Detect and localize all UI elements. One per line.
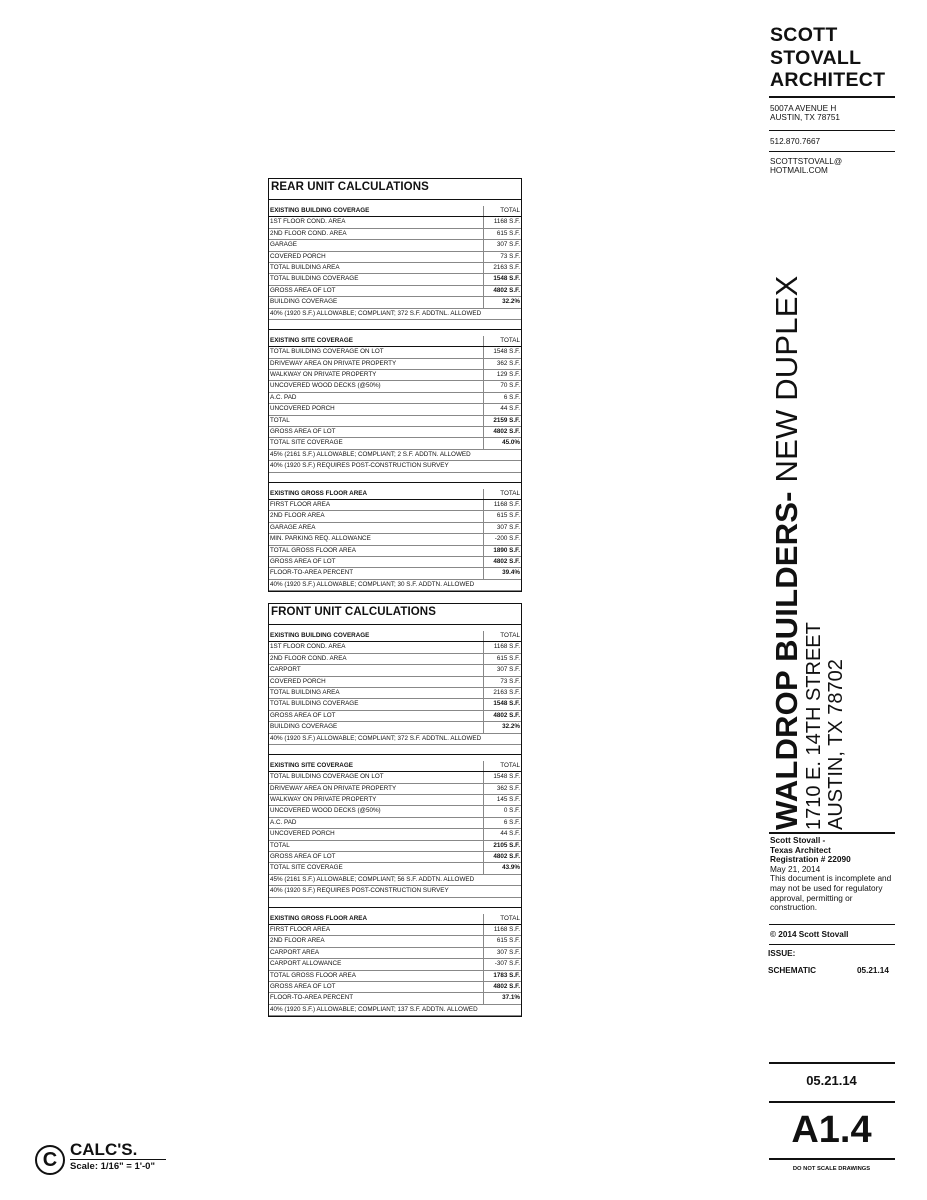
firm-name bbox=[770, 24, 896, 92]
row-value: TOTAL bbox=[483, 489, 521, 499]
table-row bbox=[269, 654, 521, 665]
row-label: 45% (2161 S.F.) ALLOWABLE; COMPLIANT; 56 S.F. ADDTN. ALLOWED bbox=[270, 875, 475, 883]
project-address-line-1: 1710 E. 14TH STREET bbox=[803, 622, 825, 830]
row-label: CARPORT ALLOWANCE bbox=[270, 960, 342, 968]
rear-unit-calculations-table bbox=[268, 178, 522, 592]
calc-section bbox=[269, 754, 521, 898]
table-row bbox=[269, 806, 521, 817]
row-label: 1ST FLOOR COND. AREA bbox=[270, 643, 346, 651]
row-value: 4802 S.F. bbox=[483, 427, 521, 437]
table-row bbox=[269, 534, 521, 545]
project-name bbox=[770, 276, 803, 830]
row-value: 307 S.F. bbox=[483, 240, 521, 250]
title-block-divider bbox=[769, 151, 895, 152]
table-row bbox=[269, 274, 521, 285]
row-value: 44 S.F. bbox=[483, 404, 521, 414]
row-label: UNCOVERED WOOD DECKS (@50%) bbox=[270, 807, 381, 815]
row-label: FIRST FLOOR AREA bbox=[270, 500, 331, 508]
table-row bbox=[269, 993, 521, 1004]
row-value: 2159 S.F. bbox=[483, 416, 521, 426]
drawing-title-underline bbox=[70, 1159, 166, 1160]
table-row bbox=[269, 642, 521, 653]
table-row bbox=[269, 863, 521, 874]
table-row bbox=[269, 229, 521, 240]
row-label: TOTAL BUILDING AREA bbox=[270, 263, 340, 271]
row-label: DRIVEWAY AREA ON PRIVATE PROPERTY bbox=[270, 784, 397, 792]
row-value: 1548 S.F. bbox=[483, 347, 521, 357]
drawing-label-circle: C bbox=[35, 1145, 65, 1175]
project-name-regular: NEW DUPLEX bbox=[769, 275, 804, 492]
firm-address-line-2: AUSTIN, TX 78751 bbox=[770, 113, 840, 123]
row-value: 362 S.F. bbox=[483, 784, 521, 794]
row-label: EXISTING BUILDING COVERAGE bbox=[270, 632, 370, 639]
row-value: 39.4% bbox=[483, 568, 521, 578]
row-label: EXISTING SITE COVERAGE bbox=[270, 761, 353, 769]
table-row bbox=[269, 416, 521, 427]
row-label: TOTAL BUILDING COVERAGE ON LOT bbox=[270, 773, 384, 781]
firm-name-line-1: SCOTT bbox=[770, 24, 838, 46]
row-label: GROSS AREA OF LOT bbox=[270, 557, 336, 565]
row-value: 32.2% bbox=[483, 722, 521, 732]
section-header bbox=[269, 206, 521, 217]
row-label: BUILDING COVERAGE bbox=[270, 723, 338, 731]
row-value: 43.9% bbox=[483, 863, 521, 873]
row-label: TOTAL bbox=[270, 416, 290, 424]
title-block-divider bbox=[769, 832, 895, 834]
calc-section bbox=[269, 329, 521, 473]
table-row bbox=[269, 948, 521, 959]
table-note bbox=[269, 450, 521, 461]
table-row bbox=[269, 568, 521, 579]
row-label: TOTAL BUILDING AREA bbox=[270, 688, 340, 696]
row-label: CARPORT AREA bbox=[270, 948, 320, 956]
row-value: TOTAL bbox=[483, 206, 521, 216]
row-value: 44 S.F. bbox=[483, 829, 521, 839]
table-row bbox=[269, 841, 521, 852]
row-value: 70 S.F. bbox=[483, 381, 521, 391]
project-title-block bbox=[770, 276, 847, 830]
table-row bbox=[269, 427, 521, 438]
row-value: 307 S.F. bbox=[483, 523, 521, 533]
row-label: 40% (1920 S.F.) ALLOWABLE; COMPLIANT; 30 S.F. ADDTN. ALLOWED bbox=[270, 580, 475, 588]
row-value: 73 S.F. bbox=[483, 677, 521, 687]
front-unit-title: FRONT UNIT CALCULATIONS bbox=[269, 604, 521, 625]
firm-phone: 512.870.7667 bbox=[770, 137, 821, 146]
table-row bbox=[269, 677, 521, 688]
architect-registration: Registration # 22090 bbox=[770, 854, 851, 865]
table-row bbox=[269, 359, 521, 370]
row-label: 2ND FLOOR COND. AREA bbox=[270, 654, 347, 662]
table-row bbox=[269, 404, 521, 415]
row-value: 6 S.F. bbox=[483, 393, 521, 403]
title-block-divider bbox=[769, 96, 895, 98]
row-value: 1890 S.F. bbox=[483, 546, 521, 556]
row-label: TOTAL SITE COVERAGE bbox=[270, 439, 343, 447]
title-block-divider bbox=[769, 1062, 895, 1064]
section-header bbox=[269, 336, 521, 347]
table-row bbox=[269, 852, 521, 863]
do-not-scale-note: DO NOT SCALE DRAWINGS bbox=[792, 1166, 871, 1172]
table-row bbox=[269, 217, 521, 228]
table-row bbox=[269, 795, 521, 806]
row-label: 40% (1920 S.F.) ALLOWABLE; COMPLIANT; 372 S.F. ADDTNL. ALLOWED bbox=[270, 734, 482, 742]
sheet-number: A1.4 bbox=[791, 1109, 872, 1151]
row-value: 32.2% bbox=[483, 297, 521, 307]
table-row bbox=[269, 438, 521, 449]
table-row bbox=[269, 393, 521, 404]
table-row bbox=[269, 511, 521, 522]
row-label: WALKWAY ON PRIVATE PROPERTY bbox=[270, 371, 377, 379]
row-label: GROSS AREA OF LOT bbox=[270, 853, 336, 861]
row-label: TOTAL BUILDING COVERAGE bbox=[270, 700, 359, 708]
row-label: CARPORT bbox=[270, 666, 301, 674]
row-value: 1168 S.F. bbox=[483, 217, 521, 227]
row-value: 1548 S.F. bbox=[483, 699, 521, 709]
table-row bbox=[269, 240, 521, 251]
table-row bbox=[269, 381, 521, 392]
row-label: MIN. PARKING REQ. ALLOWANCE bbox=[270, 535, 371, 543]
row-value: 129 S.F. bbox=[483, 370, 521, 380]
row-label: 2ND FLOOR COND. AREA bbox=[270, 229, 347, 237]
table-row bbox=[269, 936, 521, 947]
table-note bbox=[269, 734, 521, 745]
row-value: 45.0% bbox=[483, 438, 521, 448]
front-unit-calculations-table bbox=[268, 603, 522, 1017]
row-label: GROSS AREA OF LOT bbox=[270, 711, 336, 719]
row-value: 307 S.F. bbox=[483, 665, 521, 675]
firm-name-line-3: ARCHITECT bbox=[770, 69, 886, 91]
row-value: 2105 S.F. bbox=[483, 841, 521, 851]
table-row bbox=[269, 252, 521, 263]
table-row bbox=[269, 500, 521, 511]
table-row bbox=[269, 286, 521, 297]
title-block-divider bbox=[769, 924, 895, 925]
project-address-line-2: AUSTIN, TX 78702 bbox=[825, 659, 847, 830]
row-label: FLOOR-TO-AREA PERCENT bbox=[270, 569, 354, 577]
row-value: 4802 S.F. bbox=[483, 286, 521, 296]
row-label: 1ST FLOOR COND. AREA bbox=[270, 218, 346, 226]
table-row bbox=[269, 347, 521, 358]
row-label: TOTAL GROSS FLOOR AREA bbox=[270, 971, 356, 979]
row-value: 4802 S.F. bbox=[483, 711, 521, 721]
title-block-divider bbox=[769, 130, 895, 131]
row-value: 37.1% bbox=[483, 993, 521, 1003]
row-label: COVERED PORCH bbox=[270, 252, 326, 260]
row-value: TOTAL bbox=[483, 761, 521, 771]
table-note bbox=[269, 309, 521, 320]
row-value: 307 S.F. bbox=[483, 948, 521, 958]
row-label: 40% (1920 S.F.) ALLOWABLE; COMPLIANT; 137 S.F. ADDTN. ALLOWED bbox=[270, 1005, 478, 1013]
row-value: 1783 S.F. bbox=[483, 971, 521, 981]
row-label: GROSS AREA OF LOT bbox=[270, 982, 336, 990]
issue-label: ISSUE: bbox=[768, 949, 796, 958]
row-value: -307 S.F. bbox=[483, 959, 521, 969]
section-header bbox=[269, 761, 521, 772]
calc-section bbox=[269, 482, 521, 592]
row-label: COVERED PORCH bbox=[270, 677, 326, 685]
row-label: EXISTING BUILDING COVERAGE bbox=[270, 207, 370, 214]
row-value: 145 S.F. bbox=[483, 795, 521, 805]
calc-section bbox=[269, 631, 521, 745]
table-row bbox=[269, 370, 521, 381]
table-row bbox=[269, 297, 521, 308]
title-block-divider bbox=[769, 1158, 895, 1160]
row-label: TOTAL bbox=[270, 841, 290, 849]
architect-name: Scott Stovall - bbox=[770, 835, 826, 845]
sheet-date: 05.21.14 bbox=[806, 1073, 857, 1088]
row-value: 0 S.F. bbox=[483, 806, 521, 816]
row-label: UNCOVERED PORCH bbox=[270, 405, 335, 413]
table-row bbox=[269, 711, 521, 722]
firm-email-line-2: HOTMAIL.COM bbox=[770, 166, 828, 176]
row-label: EXISTING SITE COVERAGE bbox=[270, 336, 353, 344]
row-value: 4802 S.F. bbox=[483, 982, 521, 992]
row-label: 2ND FLOOR AREA bbox=[270, 512, 325, 520]
row-value: 1168 S.F. bbox=[483, 925, 521, 935]
issue-name: SCHEMATIC bbox=[768, 966, 817, 975]
table-note bbox=[269, 1005, 521, 1016]
row-value: 4802 S.F. bbox=[483, 852, 521, 862]
section-header bbox=[269, 489, 521, 500]
firm-email-line-1: SCOTTSTOVALL@ bbox=[770, 157, 843, 166]
row-value: TOTAL bbox=[483, 631, 521, 641]
row-value: 1548 S.F. bbox=[483, 274, 521, 284]
table-row bbox=[269, 784, 521, 795]
row-value: 615 S.F. bbox=[483, 229, 521, 239]
table-note bbox=[269, 886, 521, 897]
table-row bbox=[269, 982, 521, 993]
copyright: © 2014 Scott Stovall bbox=[770, 930, 849, 939]
calc-section bbox=[269, 206, 521, 320]
row-value: 1548 S.F. bbox=[483, 772, 521, 782]
row-label: 40% (1920 S.F.) REQUIRES POST-CONSTRUCTION SURVEY bbox=[270, 462, 449, 470]
row-value: 6 S.F. bbox=[483, 818, 521, 828]
row-value: 615 S.F. bbox=[483, 654, 521, 664]
row-label: 45% (2161 S.F.) ALLOWABLE; COMPLIANT; 2 S.F. ADDTN. ALLOWED bbox=[270, 450, 471, 458]
row-label: A.C. PAD bbox=[270, 393, 297, 401]
row-value: 615 S.F. bbox=[483, 936, 521, 946]
table-row bbox=[269, 665, 521, 676]
row-label: GROSS AREA OF LOT bbox=[270, 286, 336, 294]
row-label: FIRST FLOOR AREA bbox=[270, 925, 331, 933]
project-name-bold: WALDROP BUILDERS- bbox=[769, 491, 804, 830]
row-label: 2ND FLOOR AREA bbox=[270, 937, 325, 945]
firm-address bbox=[770, 104, 840, 123]
row-label: UNCOVERED PORCH bbox=[270, 830, 335, 838]
section-header bbox=[269, 631, 521, 642]
row-label: BUILDING COVERAGE bbox=[270, 298, 338, 306]
firm-email bbox=[770, 157, 842, 176]
table-row bbox=[269, 772, 521, 783]
table-row bbox=[269, 557, 521, 568]
section-header bbox=[269, 914, 521, 925]
table-row bbox=[269, 699, 521, 710]
table-row bbox=[269, 523, 521, 534]
table-row bbox=[269, 722, 521, 733]
row-label: EXISTING GROSS FLOOR AREA bbox=[270, 914, 368, 922]
table-note bbox=[269, 875, 521, 886]
row-value: 615 S.F. bbox=[483, 511, 521, 521]
table-row bbox=[269, 263, 521, 274]
firm-name-line-2: STOVALL bbox=[770, 46, 862, 69]
row-value: TOTAL bbox=[483, 914, 521, 924]
row-label: FLOOR-TO-AREA PERCENT bbox=[270, 994, 354, 1002]
title-block-divider bbox=[769, 944, 895, 945]
row-label: GROSS AREA OF LOT bbox=[270, 428, 336, 436]
row-label: 40% (1920 S.F.) REQUIRES POST-CONSTRUCTION SURVEY bbox=[270, 887, 449, 895]
row-label: GARAGE bbox=[270, 241, 297, 249]
row-label: A.C. PAD bbox=[270, 818, 297, 826]
issue-date: 05.21.14 bbox=[857, 966, 889, 975]
row-label: TOTAL SITE COVERAGE bbox=[270, 864, 343, 872]
firm-address-line-1: 5007A AVENUE H bbox=[770, 104, 837, 113]
row-value: TOTAL bbox=[483, 336, 521, 346]
table-row bbox=[269, 546, 521, 557]
architect-seal-text bbox=[770, 836, 898, 913]
row-value: 1168 S.F. bbox=[483, 500, 521, 510]
table-row bbox=[269, 829, 521, 840]
row-label: 40% (1920 S.F.) ALLOWABLE; COMPLIANT; 372 S.F. ADDTNL. ALLOWED bbox=[270, 309, 482, 317]
row-label: TOTAL BUILDING COVERAGE bbox=[270, 275, 359, 283]
table-row bbox=[269, 959, 521, 970]
architect-title: Texas Architect bbox=[770, 844, 831, 855]
row-value: 2163 S.F. bbox=[483, 263, 521, 273]
row-value: 2163 S.F. bbox=[483, 688, 521, 698]
row-value: 362 S.F. bbox=[483, 359, 521, 369]
row-label: EXISTING GROSS FLOOR AREA bbox=[270, 489, 368, 497]
row-label: DRIVEWAY AREA ON PRIVATE PROPERTY bbox=[270, 359, 397, 367]
table-row bbox=[269, 971, 521, 982]
row-label: TOTAL BUILDING COVERAGE ON LOT bbox=[270, 348, 384, 356]
table-note bbox=[269, 580, 521, 591]
row-value: 4802 S.F. bbox=[483, 557, 521, 567]
table-row bbox=[269, 925, 521, 936]
disclaimer: This document is incomplete and may not be used for regulatory approval, permitting or construction. bbox=[770, 873, 892, 913]
row-value: -200 S.F. bbox=[483, 534, 521, 544]
row-value: 1168 S.F. bbox=[483, 642, 521, 652]
table-note bbox=[269, 461, 521, 472]
rear-unit-title: REAR UNIT CALCULATIONS bbox=[269, 179, 521, 200]
table-row bbox=[269, 688, 521, 699]
drawing-scale: Scale: 1/16" = 1'-0" bbox=[70, 1161, 155, 1172]
drawing-title: CALC'S. bbox=[70, 1140, 138, 1159]
title-block-divider bbox=[769, 1101, 895, 1103]
table-row bbox=[269, 818, 521, 829]
row-label: GARAGE AREA bbox=[270, 523, 316, 531]
calc-section bbox=[269, 907, 521, 1017]
row-label: TOTAL GROSS FLOOR AREA bbox=[270, 546, 356, 554]
signature-date: May 21, 2014 bbox=[770, 863, 821, 874]
row-value: 73 S.F. bbox=[483, 252, 521, 262]
row-label: UNCOVERED WOOD DECKS (@50%) bbox=[270, 382, 381, 390]
row-label: WALKWAY ON PRIVATE PROPERTY bbox=[270, 796, 377, 804]
